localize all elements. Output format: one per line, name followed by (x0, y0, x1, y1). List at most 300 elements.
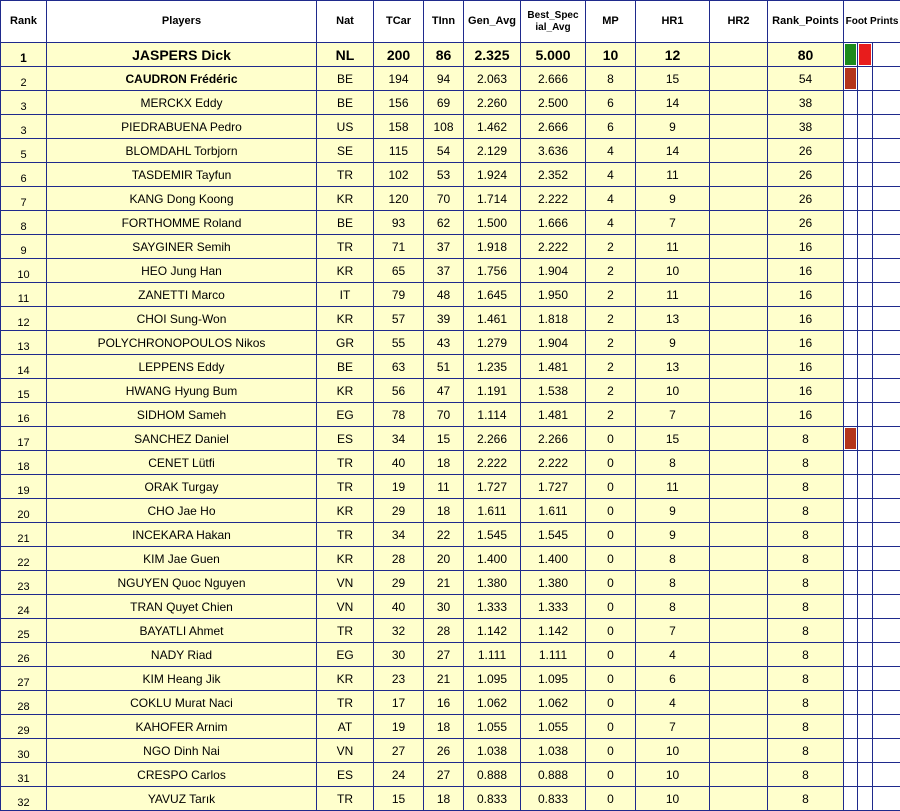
footprint-cell (844, 43, 858, 67)
table-row[interactable] (1, 619, 900, 643)
footprint-cell (858, 571, 873, 595)
rank-cell: 24 (1, 595, 47, 619)
rank-cell: 22 (1, 547, 47, 571)
tcar-cell: 24 (374, 763, 424, 787)
hr2-cell (710, 739, 768, 763)
tcar-cell: 40 (374, 451, 424, 475)
hr1-cell: 9 (636, 523, 710, 547)
hr2-cell (710, 259, 768, 283)
col-header-hr2[interactable]: HR2 (710, 1, 768, 43)
nationality-cell: ES (317, 763, 374, 787)
footprint-cell (844, 523, 858, 547)
player-name-cell: YAVUZ Tarık (47, 787, 317, 811)
footprint-cell (873, 355, 900, 379)
footprint-cell (844, 715, 858, 739)
table-row[interactable] (1, 499, 900, 523)
gen-avg-cell: 1.055 (464, 715, 521, 739)
footprint-cell (858, 763, 873, 787)
table-row[interactable] (1, 211, 900, 235)
player-name-cell: CHOI Sung-Won (47, 307, 317, 331)
rank-points-cell: 16 (768, 379, 844, 403)
hr2-cell (710, 715, 768, 739)
hr1-cell: 9 (636, 115, 710, 139)
footprint-cell (873, 451, 900, 475)
rank-points-cell: 26 (768, 139, 844, 163)
table-row[interactable] (1, 283, 900, 307)
table-row[interactable] (1, 595, 900, 619)
player-name-cell: SAYGINER Semih (47, 235, 317, 259)
player-name-cell: ORAK Turgay (47, 475, 317, 499)
hr1-cell: 13 (636, 355, 710, 379)
gen-avg-cell: 1.461 (464, 307, 521, 331)
hr1-cell: 10 (636, 259, 710, 283)
footprint-marker-green (845, 44, 856, 65)
rank-cell: 29 (1, 715, 47, 739)
hr1-cell: 7 (636, 619, 710, 643)
table-row[interactable] (1, 235, 900, 259)
table-row[interactable] (1, 643, 900, 667)
mp-cell: 0 (586, 499, 636, 523)
nationality-cell: VN (317, 595, 374, 619)
table-body (1, 43, 900, 811)
mp-cell: 0 (586, 595, 636, 619)
footprint-cell (858, 379, 873, 403)
hr1-cell: 4 (636, 691, 710, 715)
col-header-rank-points[interactable]: Rank_Points (768, 1, 844, 43)
rank-cell: 13 (1, 331, 47, 355)
gen-avg-cell: 0.888 (464, 763, 521, 787)
nationality-cell: TR (317, 523, 374, 547)
table-row[interactable] (1, 475, 900, 499)
table-row[interactable] (1, 715, 900, 739)
best-special-avg-cell: 1.142 (521, 619, 586, 643)
footprint-cell (844, 91, 858, 115)
footprint-cell (873, 43, 900, 67)
hr1-cell: 11 (636, 163, 710, 187)
rank-cell: 27 (1, 667, 47, 691)
mp-cell: 0 (586, 667, 636, 691)
tinn-cell: 62 (424, 211, 464, 235)
rank-points-cell: 16 (768, 355, 844, 379)
tcar-cell: 57 (374, 307, 424, 331)
hr2-cell (710, 211, 768, 235)
player-name-cell: MERCKX Eddy (47, 91, 317, 115)
hr2-cell (710, 571, 768, 595)
gen-avg-cell: 1.038 (464, 739, 521, 763)
header-row (1, 1, 900, 43)
gen-avg-cell: 2.325 (464, 43, 521, 67)
nationality-cell: TR (317, 451, 374, 475)
rank-points-cell: 8 (768, 643, 844, 667)
rank-cell: 17 (1, 427, 47, 451)
hr1-cell: 11 (636, 283, 710, 307)
tcar-cell: 34 (374, 427, 424, 451)
gen-avg-cell: 1.191 (464, 379, 521, 403)
gen-avg-cell: 1.279 (464, 331, 521, 355)
nationality-cell: BE (317, 355, 374, 379)
nationality-cell: BE (317, 91, 374, 115)
gen-avg-cell: 2.063 (464, 67, 521, 91)
rank-cell: 12 (1, 307, 47, 331)
col-header-rank[interactable]: Rank (1, 1, 47, 43)
player-name-cell: KAHOFER Arnim (47, 715, 317, 739)
rank-cell: 6 (1, 163, 47, 187)
hr1-cell: 7 (636, 403, 710, 427)
hr2-cell (710, 283, 768, 307)
nationality-cell: AT (317, 715, 374, 739)
footprint-cell (844, 787, 858, 811)
hr1-cell: 10 (636, 379, 710, 403)
footprint-cell (844, 739, 858, 763)
nationality-cell: IT (317, 283, 374, 307)
col-header-best-special-avg[interactable]: Best_Spec ial_Avg (521, 1, 586, 43)
footprint-cell (873, 499, 900, 523)
hr1-cell: 9 (636, 331, 710, 355)
footprint-cell (873, 763, 900, 787)
footprint-cell (844, 595, 858, 619)
rank-cell: 20 (1, 499, 47, 523)
rank-points-cell: 8 (768, 523, 844, 547)
best-special-avg-cell: 1.380 (521, 571, 586, 595)
footprint-cell (858, 43, 873, 67)
hr1-cell: 7 (636, 715, 710, 739)
hr2-cell (710, 787, 768, 811)
player-name-cell: SIDHOM Sameh (47, 403, 317, 427)
tcar-cell: 27 (374, 739, 424, 763)
footprint-marker-brown (845, 68, 856, 89)
rank-points-cell: 8 (768, 451, 844, 475)
player-name-cell: JASPERS Dick (47, 43, 317, 67)
tinn-cell: 27 (424, 643, 464, 667)
footprint-cell (873, 187, 900, 211)
table-row[interactable] (1, 115, 900, 139)
tcar-cell: 28 (374, 547, 424, 571)
footprint-cell (844, 67, 858, 91)
footprint-cell (873, 667, 900, 691)
gen-avg-cell: 1.545 (464, 523, 521, 547)
footprint-cell (858, 523, 873, 547)
player-name-cell: CAUDRON Frédéric (47, 67, 317, 91)
tinn-cell: 15 (424, 427, 464, 451)
footprint-cell (844, 379, 858, 403)
table-row[interactable] (1, 43, 900, 67)
table-row[interactable] (1, 355, 900, 379)
best-special-avg-cell: 1.950 (521, 283, 586, 307)
footprint-cell (873, 331, 900, 355)
best-special-avg-cell: 5.000 (521, 43, 586, 67)
table-row[interactable] (1, 451, 900, 475)
hr1-cell: 15 (636, 427, 710, 451)
tinn-cell: 37 (424, 235, 464, 259)
tinn-cell: 86 (424, 43, 464, 67)
gen-avg-cell: 1.142 (464, 619, 521, 643)
tinn-cell: 18 (424, 787, 464, 811)
hr2-cell (710, 427, 768, 451)
rank-points-cell: 8 (768, 667, 844, 691)
mp-cell: 2 (586, 379, 636, 403)
mp-cell: 2 (586, 259, 636, 283)
rank-cell: 5 (1, 139, 47, 163)
table-row[interactable] (1, 331, 900, 355)
table-row[interactable] (1, 763, 900, 787)
gen-avg-cell: 1.714 (464, 187, 521, 211)
player-name-cell: KIM Heang Jik (47, 667, 317, 691)
best-special-avg-cell: 1.666 (521, 211, 586, 235)
nationality-cell: TR (317, 163, 374, 187)
best-special-avg-cell: 2.222 (521, 187, 586, 211)
gen-avg-cell: 1.400 (464, 547, 521, 571)
table-row[interactable] (1, 139, 900, 163)
tcar-cell: 34 (374, 523, 424, 547)
nationality-cell: KR (317, 499, 374, 523)
rank-cell: 14 (1, 355, 47, 379)
nationality-cell: KR (317, 187, 374, 211)
footprint-cell (873, 619, 900, 643)
table-row[interactable] (1, 667, 900, 691)
footprint-cell (873, 163, 900, 187)
footprint-cell (844, 451, 858, 475)
mp-cell: 4 (586, 139, 636, 163)
gen-avg-cell: 1.918 (464, 235, 521, 259)
footprint-cell (844, 115, 858, 139)
footprint-cell (858, 403, 873, 427)
table-row[interactable] (1, 523, 900, 547)
nationality-cell: TR (317, 235, 374, 259)
rank-cell: 8 (1, 211, 47, 235)
col-header-gen-avg[interactable]: Gen_Avg (464, 1, 521, 43)
player-name-cell: COKLU Murat Naci (47, 691, 317, 715)
col-header-tcar[interactable]: TCar (374, 1, 424, 43)
rank-points-cell: 8 (768, 739, 844, 763)
gen-avg-cell: 1.235 (464, 355, 521, 379)
nationality-cell: TR (317, 787, 374, 811)
rank-points-cell: 8 (768, 427, 844, 451)
table-row[interactable] (1, 547, 900, 571)
footprint-cell (858, 235, 873, 259)
footprint-cell (858, 451, 873, 475)
rank-cell: 16 (1, 403, 47, 427)
table-row[interactable] (1, 187, 900, 211)
player-name-cell: TRAN Quyet Chien (47, 595, 317, 619)
rank-points-cell: 8 (768, 787, 844, 811)
footprint-cell (858, 259, 873, 283)
footprint-cell (844, 355, 858, 379)
mp-cell: 0 (586, 643, 636, 667)
hr1-cell: 9 (636, 499, 710, 523)
table-row[interactable] (1, 787, 900, 811)
hr2-cell (710, 523, 768, 547)
hr1-cell: 9 (636, 187, 710, 211)
gen-avg-cell: 1.500 (464, 211, 521, 235)
footprint-cell (858, 547, 873, 571)
hr1-cell: 8 (636, 571, 710, 595)
rank-points-cell: 16 (768, 307, 844, 331)
col-header-mp[interactable]: MP (586, 1, 636, 43)
tinn-cell: 22 (424, 523, 464, 547)
tcar-cell: 29 (374, 571, 424, 595)
best-special-avg-cell: 2.500 (521, 91, 586, 115)
table-row[interactable] (1, 91, 900, 115)
footprint-cell (858, 187, 873, 211)
footprint-cell (844, 283, 858, 307)
rank-cell: 3 (1, 115, 47, 139)
rank-points-cell: 26 (768, 187, 844, 211)
tinn-cell: 30 (424, 595, 464, 619)
best-special-avg-cell: 2.266 (521, 427, 586, 451)
nationality-cell: NL (317, 43, 374, 67)
col-header-foot-prints[interactable]: Foot Prints (844, 1, 900, 43)
footprint-cell (858, 307, 873, 331)
table-row[interactable] (1, 67, 900, 91)
footprint-cell (858, 475, 873, 499)
nationality-cell: SE (317, 139, 374, 163)
footprint-marker-brown (845, 428, 856, 449)
tinn-cell: 18 (424, 451, 464, 475)
tinn-cell: 48 (424, 283, 464, 307)
footprint-cell (873, 787, 900, 811)
mp-cell: 0 (586, 571, 636, 595)
gen-avg-cell: 1.114 (464, 403, 521, 427)
tcar-cell: 120 (374, 187, 424, 211)
hr2-cell (710, 163, 768, 187)
player-name-cell: HWANG Hyung Bum (47, 379, 317, 403)
tcar-cell: 17 (374, 691, 424, 715)
gen-avg-cell: 2.260 (464, 91, 521, 115)
best-special-avg-cell: 0.833 (521, 787, 586, 811)
best-special-avg-cell: 1.095 (521, 667, 586, 691)
hr2-cell (710, 379, 768, 403)
player-name-cell: KIM Jae Guen (47, 547, 317, 571)
col-header-tinn[interactable]: TInn (424, 1, 464, 43)
best-special-avg-cell: 2.666 (521, 115, 586, 139)
nationality-cell: KR (317, 379, 374, 403)
mp-cell: 0 (586, 451, 636, 475)
nationality-cell: GR (317, 331, 374, 355)
tcar-cell: 56 (374, 379, 424, 403)
tinn-cell: 28 (424, 619, 464, 643)
rank-cell: 19 (1, 475, 47, 499)
footprint-cell (873, 283, 900, 307)
tinn-cell: 37 (424, 259, 464, 283)
gen-avg-cell: 1.756 (464, 259, 521, 283)
col-header-players[interactable]: Players (47, 1, 317, 43)
table-row[interactable] (1, 739, 900, 763)
footprint-cell (844, 547, 858, 571)
tcar-cell: 30 (374, 643, 424, 667)
mp-cell: 4 (586, 163, 636, 187)
footprint-cell (858, 499, 873, 523)
nationality-cell: BE (317, 67, 374, 91)
mp-cell: 2 (586, 283, 636, 307)
footprint-cell (844, 619, 858, 643)
footprint-cell (858, 643, 873, 667)
footprint-cell (844, 139, 858, 163)
tinn-cell: 16 (424, 691, 464, 715)
hr2-cell (710, 115, 768, 139)
tinn-cell: 70 (424, 187, 464, 211)
best-special-avg-cell: 1.545 (521, 523, 586, 547)
col-header-hr1[interactable]: HR1 (636, 1, 710, 43)
table-row[interactable] (1, 403, 900, 427)
table-row[interactable] (1, 307, 900, 331)
gen-avg-cell: 1.924 (464, 163, 521, 187)
footprint-cell (858, 667, 873, 691)
player-name-cell: INCEKARA Hakan (47, 523, 317, 547)
best-special-avg-cell: 1.055 (521, 715, 586, 739)
tcar-cell: 19 (374, 715, 424, 739)
mp-cell: 2 (586, 307, 636, 331)
nationality-cell: US (317, 115, 374, 139)
mp-cell: 0 (586, 619, 636, 643)
footprint-cell (844, 403, 858, 427)
rank-points-cell: 16 (768, 259, 844, 283)
table-row[interactable] (1, 379, 900, 403)
hr1-cell: 12 (636, 43, 710, 67)
table-row[interactable] (1, 691, 900, 715)
best-special-avg-cell: 3.636 (521, 139, 586, 163)
footprint-cell (844, 235, 858, 259)
footprint-cell (873, 739, 900, 763)
mp-cell: 6 (586, 91, 636, 115)
player-name-cell: NADY Riad (47, 643, 317, 667)
rank-cell: 18 (1, 451, 47, 475)
col-header-nat[interactable]: Nat (317, 1, 374, 43)
tcar-cell: 19 (374, 475, 424, 499)
tcar-cell: 71 (374, 235, 424, 259)
footprint-cell (858, 619, 873, 643)
player-name-cell: BLOMDAHL Torbjorn (47, 139, 317, 163)
rank-cell: 21 (1, 523, 47, 547)
rank-points-cell: 26 (768, 163, 844, 187)
footprint-cell (873, 67, 900, 91)
hr2-cell (710, 595, 768, 619)
footprint-cell (873, 595, 900, 619)
tcar-cell: 23 (374, 667, 424, 691)
best-special-avg-cell: 1.333 (521, 595, 586, 619)
table-row[interactable] (1, 163, 900, 187)
tinn-cell: 21 (424, 667, 464, 691)
hr2-cell (710, 691, 768, 715)
rank-cell: 15 (1, 379, 47, 403)
mp-cell: 10 (586, 43, 636, 67)
footprint-cell (858, 331, 873, 355)
mp-cell: 4 (586, 187, 636, 211)
footprint-cell (873, 211, 900, 235)
hr2-cell (710, 499, 768, 523)
nationality-cell: VN (317, 739, 374, 763)
footprint-cell (844, 571, 858, 595)
rank-points-cell: 54 (768, 67, 844, 91)
hr2-cell (710, 619, 768, 643)
rank-points-cell: 38 (768, 91, 844, 115)
table-row[interactable] (1, 571, 900, 595)
mp-cell: 0 (586, 739, 636, 763)
player-name-cell: FORTHOMME Roland (47, 211, 317, 235)
mp-cell: 2 (586, 331, 636, 355)
gen-avg-cell: 1.062 (464, 691, 521, 715)
tcar-cell: 78 (374, 403, 424, 427)
tinn-cell: 43 (424, 331, 464, 355)
player-name-cell: CRESPO Carlos (47, 763, 317, 787)
table-row[interactable] (1, 259, 900, 283)
rank-cell: 1 (1, 43, 47, 67)
hr2-cell (710, 331, 768, 355)
table-row[interactable] (1, 427, 900, 451)
player-name-cell: KANG Dong Koong (47, 187, 317, 211)
best-special-avg-cell: 1.111 (521, 643, 586, 667)
hr1-cell: 15 (636, 67, 710, 91)
tinn-cell: 26 (424, 739, 464, 763)
